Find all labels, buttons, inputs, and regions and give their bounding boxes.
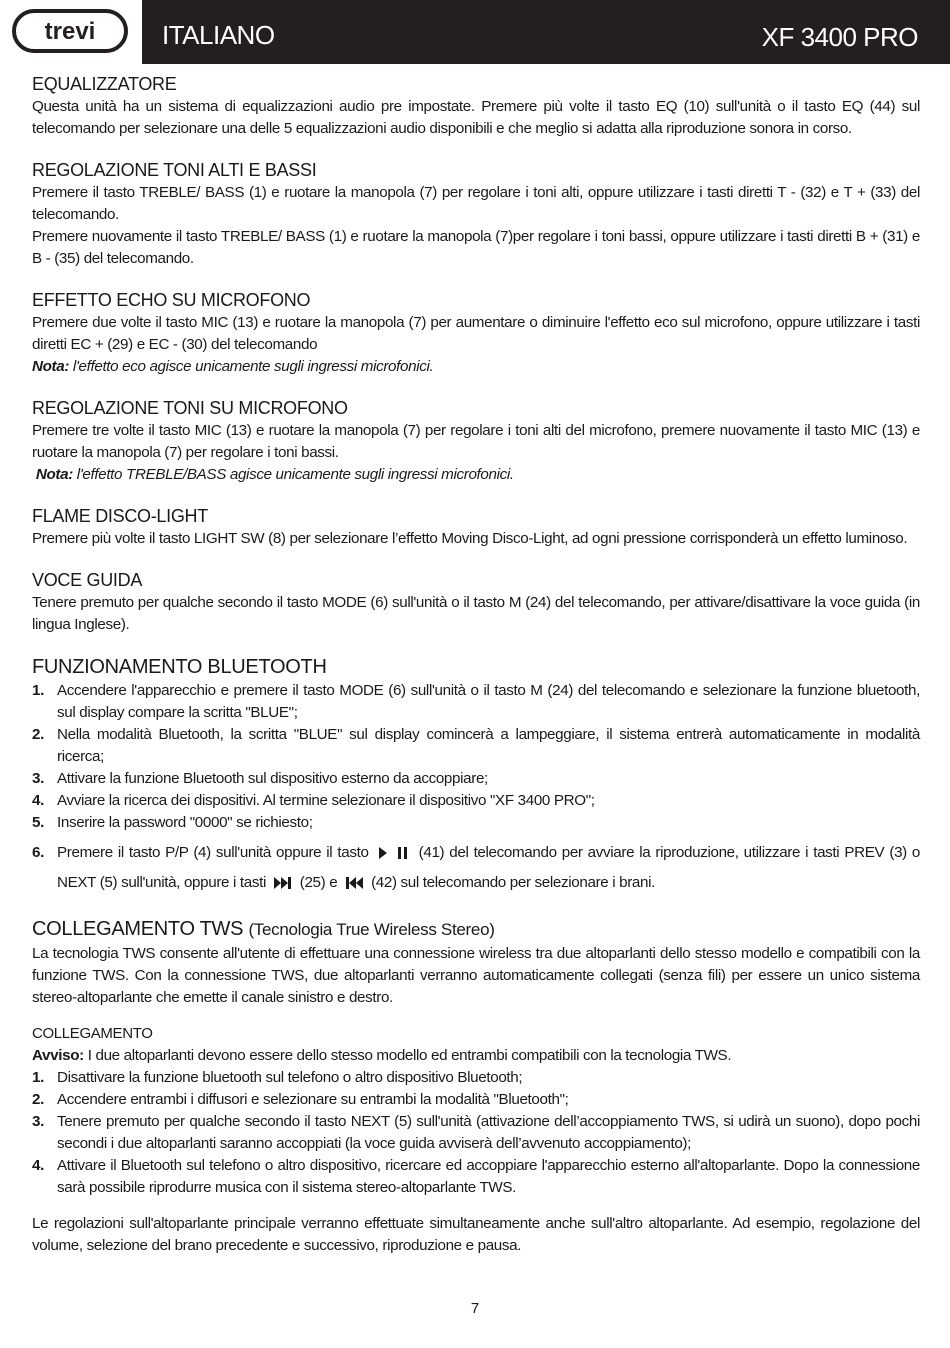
bluetooth-section	[32, 654, 920, 898]
step-number: 4.	[32, 1157, 44, 1174]
step-number: 1.	[32, 1069, 44, 1086]
list-item	[32, 1111, 920, 1155]
step-text: Disattivare la funzione bluetooth sul telefono o altro dispositivo Bluetooth;	[57, 1069, 523, 1086]
next-track-icon	[273, 876, 293, 890]
section-title: VOCE GUIDA	[32, 570, 143, 590]
tws-title: COLLEGAMENTO TWS	[32, 918, 244, 940]
tws-steps	[32, 1067, 920, 1199]
section-title: EQUALIZZATORE	[32, 74, 177, 94]
page-number: 7	[470, 1300, 480, 1317]
trevi-logo	[12, 9, 128, 53]
section-text: La tecnologia TWS consente all'utente di effettuare una connessione wireless tra due altoparlanti dello stesso modello e compatibili con la funzione TWS. Con la connessione TWS, due altoparlanti verranno automaticamente collegati (senza fili) per essere un unico sistema stereo-altoparlante che emette il canale sinistro e destro.	[32, 945, 920, 1006]
step-text: (25) e	[299, 874, 338, 891]
step-number: 6.	[32, 844, 44, 861]
warning	[32, 1045, 920, 1067]
section-text: Questa unità ha un sistema di equalizzazioni audio pre impostate. Premere più volte il tasto EQ (10) sull'unità o il tasto EQ (44) sul telecomando per selezionare una delle 5 equalizzazioni audio disponibili e che meglio si adatta alla riproduzione sonora in corso.	[32, 98, 920, 137]
section-title: REGOLAZIONE TONI ALTI E BASSI	[32, 160, 317, 180]
list-item	[32, 724, 920, 768]
flame-section	[32, 504, 920, 550]
tws-subtitle: (Tecnologia True Wireless Stereo)	[248, 920, 495, 939]
section-title	[32, 916, 920, 943]
step-number: 2.	[32, 1091, 44, 1108]
list-item	[32, 1155, 920, 1199]
section-text: Le regolazioni sull'altoparlante principale verranno effettuate simultaneamente anche sull'altro altoparlante. Ad esempio, regolazione del volume, selezione del brano precedente e successivo, riproduzione e pausa.	[32, 1215, 920, 1254]
note	[32, 356, 920, 378]
note-text: l'effetto eco agisce unicamente sugli ingressi microfonici.	[69, 358, 434, 375]
step-text: Accendere l'apparecchio e premere il tasto MODE (6) sull'unità o il tasto M (24) del telecomando e selezionare la funzione bluetooth, sul display compare la scritta "BLUE";	[57, 682, 920, 721]
step-number: 2.	[32, 726, 44, 743]
step-text: Avviare la ricerca dei dispositivi. Al termine selezionare il dispositivo "XF 3400 PRO";	[57, 792, 595, 809]
note-label: Nota:	[35, 466, 73, 483]
step-text: Nella modalità Bluetooth, la scritta "BLUE" sul display comincerà a lampeggiare, il sistema entrerà automaticamente in modalità ricerca;	[57, 726, 920, 765]
step-text: Inserire la password "0000" se richiesto;	[57, 814, 313, 831]
step-text: (42) sul telecomando per selezionare i brani.	[371, 874, 656, 891]
note-text: l'effetto TREBLE/BASS agisce unicamente sugli ingressi microfonici.	[72, 466, 514, 483]
section-title: EFFETTO ECHO SU MICROFONO	[32, 290, 311, 310]
list-item	[32, 1067, 920, 1089]
section-text: Premere due volte il tasto MIC (13) e ruotare la manopola (7) per aumentare o diminuire l'effetto eco sul microfono, oppure utilizzare i tasti diretti EC + (29) e EC - (30) del telecomando	[32, 314, 920, 353]
section-title: REGOLAZIONE TONI SU MICROFONO	[32, 398, 348, 418]
list-item	[32, 1089, 920, 1111]
list-item	[32, 768, 920, 790]
play-pause-icon	[377, 846, 411, 860]
section-text: Premere nuovamente il tasto TREBLE/ BASS (1) e ruotare la manopola (7)per regolare i toni bassi, oppure utilizzare i tasti diretti B + (31) e B - (35) del telecomando.	[32, 228, 920, 267]
warning-text: I due altoparlanti devono essere dello stesso modello ed entrambi compatibili con la tecnologia TWS.	[83, 1047, 732, 1064]
tws-section	[32, 916, 920, 1257]
treble-bass-section	[32, 158, 920, 270]
step-number: 3.	[32, 770, 44, 787]
step-number: 5.	[32, 814, 44, 831]
list-item	[32, 790, 920, 812]
step-text: Accendere entrambi i diffusori e selezionare su entrambi la modalità "Bluetooth";	[57, 1091, 569, 1108]
equalizer-section	[32, 72, 920, 140]
step-text: Attivare il Bluetooth sul telefono o altro dispositivo, ricercare ed accoppiare l'apparecchio esterno all'altoparlante. Dopo la connessione sarà possibile riprodurre musica con il sistema stereo-altoparlante TWS.	[57, 1157, 920, 1196]
step-text: Premere il tasto P/P (4) sull'unità oppure il tasto	[57, 844, 369, 861]
section-title: FUNZIONAMENTO BLUETOOTH	[32, 656, 327, 678]
echo-section	[32, 288, 920, 378]
logo-area	[0, 0, 142, 64]
model-label: XF 3400 PRO	[761, 22, 918, 52]
bluetooth-steps	[32, 680, 920, 898]
step-text: (41) del telecomando per avviare la riproduzione, utilizzare i tasti PREV (3) o NEXT (5) sull'unità, oppure i tasti	[57, 844, 921, 891]
header-bar	[142, 0, 950, 64]
warning-label: Avviso:	[32, 1047, 84, 1064]
page-content	[32, 72, 920, 1275]
step-text: Attivare la funzione Bluetooth sul dispositivo esterno da accoppiare;	[57, 770, 488, 787]
list-item	[32, 838, 920, 898]
list-item	[32, 812, 920, 834]
logo-text: trevi	[44, 18, 96, 45]
section-text: Premere tre volte il tasto MIC (13) e ruotare la manopola (7) per regolare i toni alti del microfono, premere nuovamente il tasto MIC (13) e ruotare la manopola (7) per regolare i toni bassi.	[32, 422, 920, 461]
section-text: Tenere premuto per qualche secondo il tasto MODE (6) sull'unità o il tasto M (24) del telecomando, per attivare/disattivare la voce guida (in lingua Inglese).	[32, 594, 920, 633]
subsection-title: COLLEGAMENTO	[32, 1025, 153, 1042]
section-title: FLAME DISCO-LIGHT	[32, 506, 208, 526]
note-label: Nota:	[32, 358, 70, 375]
note	[32, 464, 920, 486]
step-number: 3.	[32, 1113, 44, 1130]
step-text: Tenere premuto per qualche secondo il tasto NEXT (5) sull'unità (attivazione dell’accoppiamento TWS, si udirà un suono), dopo pochi secondi i due altoparlanti saranno accoppiati (la voce guida avviserà dell’avvenuto accoppiamento);	[57, 1113, 920, 1152]
language-label: ITALIANO	[162, 20, 275, 50]
step-number: 4.	[32, 792, 44, 809]
mic-tone-section	[32, 396, 920, 486]
previous-track-icon	[344, 876, 364, 890]
page-header	[0, 0, 950, 64]
voice-section	[32, 568, 920, 636]
section-text: Premere il tasto TREBLE/ BASS (1) e ruotare la manopola (7) per regolare i toni alti, oppure utilizzare i tasti diretti T - (32) e T + (33) del telecomando.	[32, 184, 920, 223]
section-text: Premere più volte il tasto LIGHT SW (8) per selezionare l’effetto Moving Disco-Light, ad ogni pressione corrisponderà un effetto luminoso.	[32, 530, 908, 547]
list-item	[32, 680, 920, 724]
step-number: 1.	[32, 682, 44, 699]
